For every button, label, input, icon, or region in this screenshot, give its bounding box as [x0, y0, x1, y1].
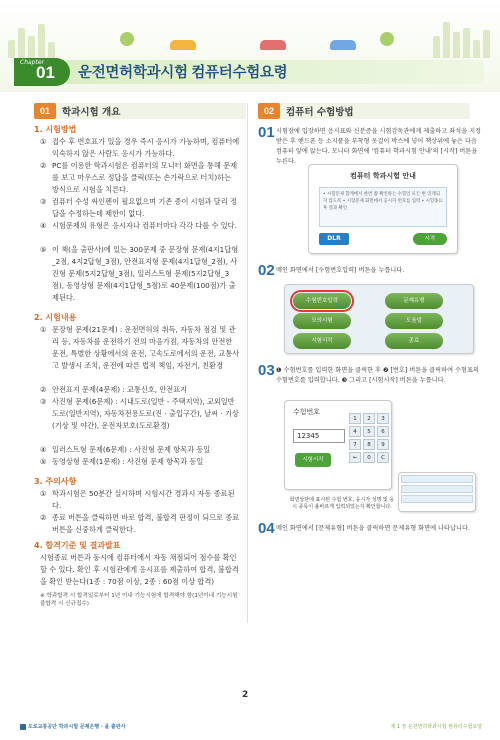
start-exam-button[interactable]: 시험시작	[295, 453, 331, 467]
key[interactable]: 7	[349, 439, 361, 450]
step-number: 04	[258, 520, 275, 537]
list-item: ① 문장형 문제(21문제) : 운전면허의 취득, 자동차 점검 및 관리 등, 자동차를 운전하기 전의 마음가짐, 자동차의 안전한 운전, 특별한 상황에서의 운전, 고속도로에서의 운전, 교통사고 발생시 조치, 운전에 따른 법적 책임, 자전거, 친환경	[40, 325, 240, 370]
step-text: 메인 화면에서 [문제유형] 버튼을 클릭하면 문제유형 화면에 나타납니다.	[276, 525, 470, 532]
tree-icon	[380, 32, 394, 46]
page-number: 2	[242, 690, 249, 700]
key[interactable]: 9	[377, 439, 389, 450]
car-icon	[330, 40, 356, 50]
chapter-badge	[14, 58, 70, 86]
page-footer	[0, 720, 500, 740]
chapter-label: Chapter	[20, 59, 44, 66]
help-button[interactable]: 도움말	[385, 313, 443, 329]
list-item: ② PC를 이용한 학과시험은 컴퓨터의 모니터 화면을 통해 문제를 보고 마우스로 정답을 클릭(또는 손가락으로 터치)하는 방식으로 시험을 치른다.	[40, 161, 238, 194]
step-text: ❶ 수험번호를 입력한 화면을 클릭한 후 ❷ [번호] 버튼을 클릭하여 수험표의 수험번호를 입력합니다. ❸ 그리고 [시험시작] 버튼을 누릅니다.	[276, 367, 479, 384]
mock-exam-button[interactable]: 모의시험	[293, 313, 351, 329]
screenshot-confirm-panel	[398, 472, 476, 512]
section-header-method	[258, 103, 470, 119]
screenshot-main-menu	[284, 284, 474, 354]
footnote: ※ 학과합격 시 합격일로부터 1년 이내 기능시험에 합격해야 함(1년이내 기능시험 불합격 시 신규접수)	[40, 593, 238, 607]
screenshot-caption: 화면상단에 표시된 수험 번호, 응시자 성명 및 응시 종목이 올바르게 입력되었는지 확인합니다.	[289, 497, 395, 510]
car-icon	[260, 40, 286, 50]
section-title: 컴퓨터 수험방법	[286, 107, 354, 118]
key[interactable]: 3	[377, 413, 389, 424]
key[interactable]: C	[377, 452, 389, 463]
key[interactable]: 2	[363, 413, 375, 424]
list-item: ① 학과시험은 50분간 실시하며 시험시간 경과시 자동 종료된다.	[40, 489, 235, 510]
info-row	[401, 495, 473, 503]
subsection-title: 1. 시험방법	[34, 125, 77, 134]
chapter-number: 01	[36, 63, 55, 82]
step-number: 01	[258, 124, 275, 141]
list-item: ② 종료 버튼을 클릭하면 바로 합격, 불합격 판정이 되므로 종료 버튼을 신중하게 클릭한다.	[40, 513, 240, 534]
section-number: 01	[34, 103, 56, 119]
car-icon	[170, 40, 196, 50]
list-item: ① 접수 후 번호표가 있을 경우 즉시 응시가 가능하며, 컴퓨터에 익숙하지 않은 사람도 응시가 가능하다.	[40, 137, 240, 158]
subsection-title: 3. 주의사항	[34, 477, 77, 486]
start-button[interactable]: 시작	[413, 233, 447, 245]
screen-notice: • 시험문제 합계에서 한번 쯤 확인하는 수혈일 모든 변 연계되지 않도록 • 시험문제 화면에서 응시자 번호를 입력 • 시험종료 후 결과 확인	[319, 187, 447, 227]
key[interactable]: 5	[363, 426, 375, 437]
subsection-title: 2. 시험내용	[34, 313, 77, 322]
question-type-button[interactable]: 문제유형	[385, 293, 443, 309]
key[interactable]: ←	[349, 452, 361, 463]
step-text: 시험장에 입장하면 응시표와 신분증을 시험감독관에게 제출하고 좌석을 지정받은 후 핸드폰 등 소지품을 부착형 옷걸이 박스에 넣어 책상위에 놓은 다음 컴퓨터 앞에 앉는다. 모니터 화면에 '컴퓨터 학과시험 안내'의 [시작] 버튼을 누른다.	[276, 128, 482, 165]
key[interactable]: 6	[377, 426, 389, 437]
keypad	[349, 413, 389, 463]
subsection-title: 4. 합격기준 및 결과발표	[34, 541, 121, 550]
screenshot-exam-guide	[308, 164, 458, 254]
page-title: 운전면허학과시험 컴퓨터수험요령	[78, 65, 288, 81]
footer-publisher: 도로교통공단 학과시험 문제은행 · 을 출판사	[20, 723, 126, 730]
page-header	[0, 0, 500, 92]
list-item: ④ 일러스트형 문제(6문제) : 사진형 문제 항목과 동일	[40, 445, 211, 454]
info-row	[401, 475, 473, 483]
footer-chapter: 제 1 장 운전면허학과시험 컴퓨터수험요령	[390, 724, 482, 730]
key[interactable]: 1	[349, 413, 361, 424]
section-number: 02	[258, 103, 280, 119]
publisher-logo-icon	[20, 724, 26, 730]
key[interactable]: 0	[363, 452, 375, 463]
city-skyline-decoration-right	[433, 18, 490, 58]
list-item: ② 안전표지 문제(4문제) : 교통신호, 안전표지	[40, 385, 188, 394]
step-text: 메인 화면에서 [수험번호입력] 버튼을 누릅니다.	[276, 267, 405, 274]
screen-title: 수험번호	[293, 408, 321, 416]
section-header-overview	[34, 103, 246, 119]
step-number: 03	[258, 362, 275, 379]
screenshot-number-input	[284, 400, 395, 510]
info-row	[401, 485, 473, 493]
key[interactable]: 4	[349, 426, 361, 437]
exam-number-button[interactable]: 수험번호입력	[293, 293, 351, 309]
exam-number-input[interactable]: 12345	[293, 429, 345, 443]
exit-button[interactable]: 종료	[385, 333, 443, 349]
list-item: ③ 사진형 문제(6문제) : 시내도로(일반 - 주택지역), 교외일반도로(일반지역), 자동차전용도로(진 · 출입구간), 날씨 · 기상(기상 및 야간), 운전자보호(도로환경)	[40, 397, 239, 430]
section-title: 학과시험 개요	[62, 107, 121, 118]
logo: DLR	[319, 233, 349, 245]
step-number: 02	[258, 262, 275, 279]
key[interactable]: 8	[363, 439, 375, 450]
tree-icon	[120, 32, 134, 46]
list-item: ⑤ 이 책(을 출판사)에 있는 300문제 중 문장형 문제(4지1답형_2점, 4지2답형_3점), 안전표지형 문제(4지1답형_2점), 사진형 문제(5지2답형_3점), 일러스트형 문제(5지2답형_3점), 동영상형 문제(4지1답형_5점)로 40문제(100점)가 출제된다.	[40, 245, 239, 302]
start-exam-button[interactable]: 시험시작	[293, 333, 351, 349]
list-item: ④ 시험문제의 유형은 응시자나 컴퓨터마다 각각 다를 수 있다.	[40, 221, 237, 230]
city-skyline-decoration	[8, 18, 55, 58]
list-item: ⑤ 동영상형 문제(1문제) : 사진형 문제 항목과 동일	[40, 457, 204, 466]
column-divider	[247, 103, 248, 623]
result-paragraph: 시험종료 버튼과 동시에 컴퓨터에서 자동 채점되어 점수를 확인할 수 있다. 확인 후 시험관에게 응시표를 제출하여 합격, 불합격을 확인 받는다(1종 : 70점 이상, 2종 : 60점 이상 합격)	[40, 553, 239, 586]
screen-title: 컴퓨터 학과시험 안내	[350, 172, 416, 180]
list-item: ③ 컴퓨터 수성 싸인펜이 필요없으며 기존 종이 시험과 달리 정답을 수정하는데 제한이 없다.	[40, 197, 237, 218]
